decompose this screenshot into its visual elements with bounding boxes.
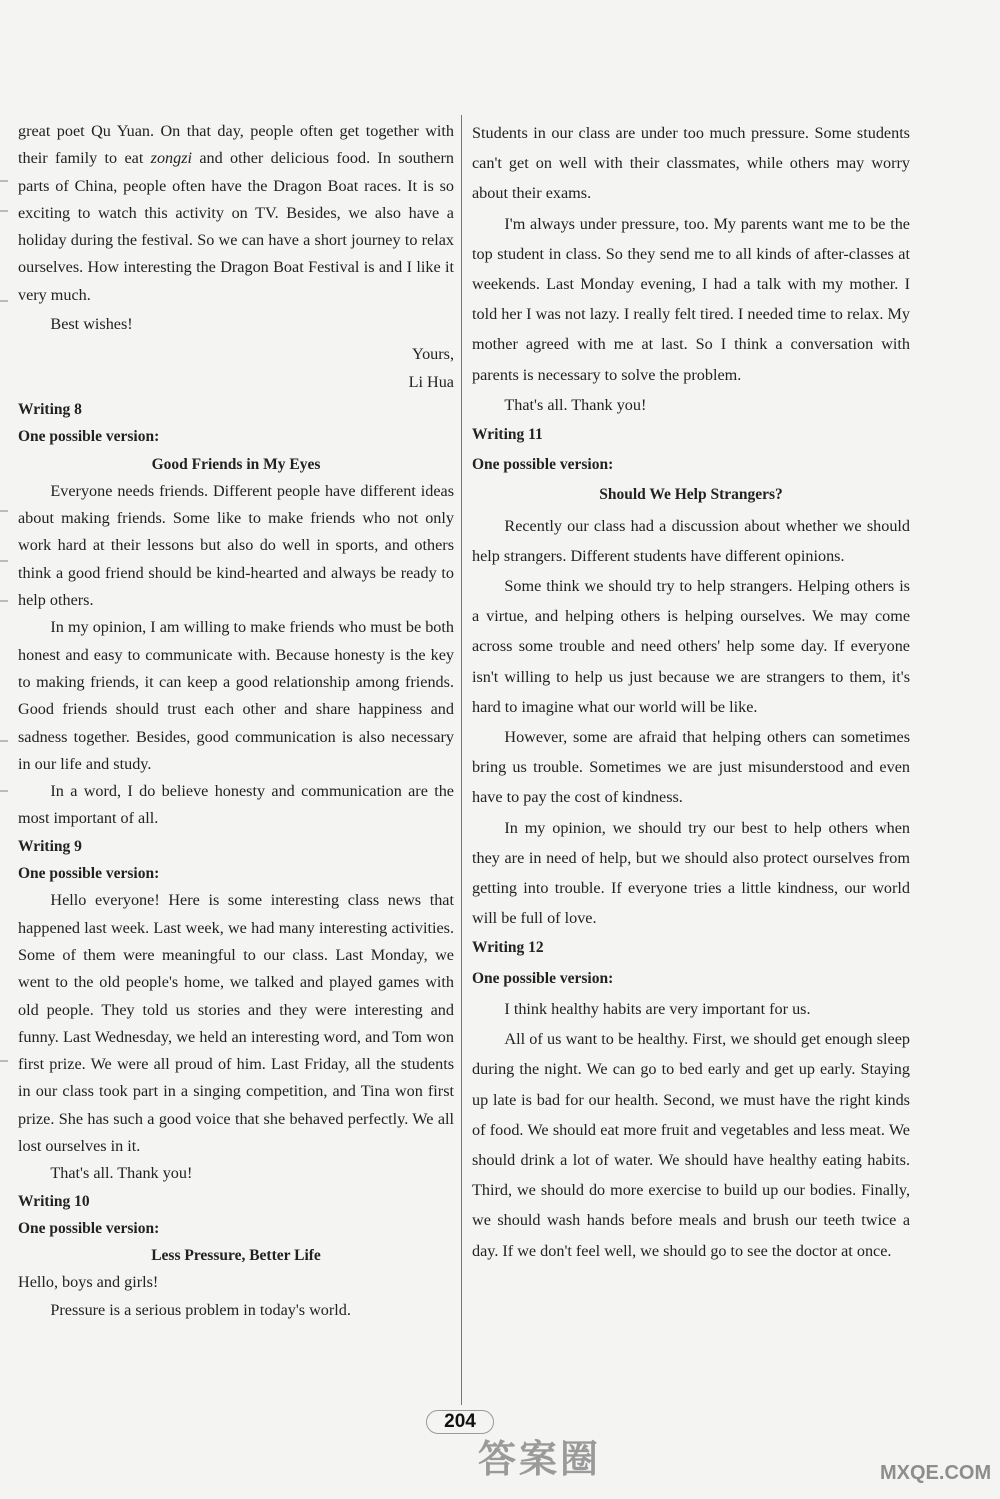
watermark-site: MXQE.COM: [880, 1462, 992, 1484]
writing-11-heading: Writing 11: [472, 426, 543, 444]
writing-10-paragraph: Pressure is a serious problem in today's world.: [50, 1300, 351, 1319]
letter-signature: Li Hua: [408, 372, 454, 391]
writing-8-version-label: One possible version:: [18, 428, 160, 446]
watermark-logo: 答案圈: [478, 1439, 602, 1481]
writing-10-heading: Writing 10: [18, 1192, 90, 1210]
writing-10-title: Less Pressure, Better Life: [151, 1247, 321, 1265]
writing-10-paragraph: I'm always under pressure, too. My parents want me to be the top student in class. So they send me to all kinds of after-classes at weekends. Last Monday evening, I had a talk with my mother. I told her I was not lazy. I really felt tired. I needed time to relax. My mother agreed with me at last. So I think a conversation with parents is necessary to solve the problem.: [472, 214, 910, 384]
column-divider: [461, 115, 462, 1405]
writing-11-version-label: One possible version:: [472, 456, 614, 474]
writing-12-paragraph: I think healthy habits are very important for us.: [504, 999, 811, 1018]
writing-10-version-label: One possible version:: [18, 1219, 160, 1237]
writing-8-paragraph: In my opinion, I am willing to make friends who must be both honest and easy to communicate with. Because honesty is the key to making friends, it can keep a good relationship among friends. Good friends should trust each other and share happiness and sadness together. Besides, good communication is also necessary in our life and study.: [18, 618, 454, 773]
writing-10-paragraph: That's all. Thank you!: [504, 395, 647, 414]
writing-8-heading: Writing 8: [18, 400, 82, 418]
writing-9-paragraph: That's all. Thank you!: [50, 1164, 193, 1183]
writing-8-paragraph: Everyone needs friends. Different people have different ideas about making friends. Some like to make friends who not only work hard at their lessons but also do well in sports, and others think a good friend should be kind-hearted and always be ready to help others.: [18, 481, 454, 610]
writing-12-paragraph: All of us want to be healthy. First, we should get enough sleep during the night. We can go to bed early and get up early. Staying up late is bad for our health. Second, we must have the right kinds of food. We should eat more fruit and vegetables and less meat. We should drink a lot of water. We should have healthy eating habits. Third, we should do more exercise to build up our bodies. Finally, we should wash hands before meals and brush our teeth twice a day. If we don't feel well, we should go to see the doctor at once.: [472, 1030, 910, 1260]
writing-11-paragraph: In my opinion, we should try our best to help others when they are in need of help, but we should also protect ourselves from getting into trouble. If everyone tries a little kindness, our world will be full of love.: [472, 818, 910, 928]
writing-9-heading: Writing 9: [18, 837, 82, 855]
letter-closing: Best wishes!: [50, 315, 133, 334]
writing-8-paragraph: In a word, I do believe honesty and communication are the most important of all.: [18, 782, 454, 828]
writing-11-paragraph: Some think we should try to help strangers. Helping others is a virtue, and helping others is helping ourselves. We may come across some trouble and need others' help some day. If everyone isn't willing to help us just because we are strangers to them, it's hard to imagine what our world will be like.: [472, 577, 910, 716]
writing-9-paragraph: Hello everyone! Here is some interesting class news that happened last week. Last week, we had many interesting activities. Some of them were meaningful to our class. Last Monday, we went to the old people's home, we talked and played games with old people. They told us stories and they were interesting and funny. Last Wednesday, we held an interesting word, and Tom won first prize. We were all proud of him. Last Friday, all the students in our class took part in a singing competition, and Tina won first prize. She has such a good voice that she behaved perfectly. We all lost ourselves in it.: [18, 891, 454, 1155]
writing-11-paragraph: Recently our class had a discussion about whether we should help strangers. Different students have different opinions.: [472, 516, 910, 565]
writing-10-paragraph: Students in our class are under too much pressure. Some students can't get on well with their classmates, while others may worry about their exams.: [472, 124, 910, 203]
page-number-text: 204: [444, 1411, 476, 1432]
left-column: [18, 118, 454, 1324]
writing-10-greeting: Hello, boys and girls!: [18, 1273, 159, 1292]
writing-12-version-label: One possible version:: [472, 969, 614, 987]
letter-sign-off: Yours,: [412, 345, 454, 364]
writing-9-version-label: One possible version:: [18, 865, 160, 883]
right-column: [472, 118, 910, 1266]
binding-edge-marks: [0, 180, 8, 1280]
writing-8-title: Good Friends in My Eyes: [151, 455, 321, 473]
continued-letter-paragraph: great poet Qu Yuan. On that day, people often get together with their family to eat zongzi and other delicious food. In southern parts of China, people often have the Dragon Boat races. It is so exciting to watch this activity on TV. Besides, we also have a holiday during the festival. So we can have a short journey to relax ourselves. How interesting the Dragon Boat Festival is and I like it very much.: [18, 122, 454, 304]
writing-11-paragraph: However, some are afraid that helping others can sometimes bring us trouble. Sometimes we are just misunderstood and even have to pay the cost of kindness.: [472, 728, 910, 807]
writing-12-heading: Writing 12: [472, 939, 544, 957]
writing-11-title: Should We Help Strangers?: [599, 486, 783, 504]
